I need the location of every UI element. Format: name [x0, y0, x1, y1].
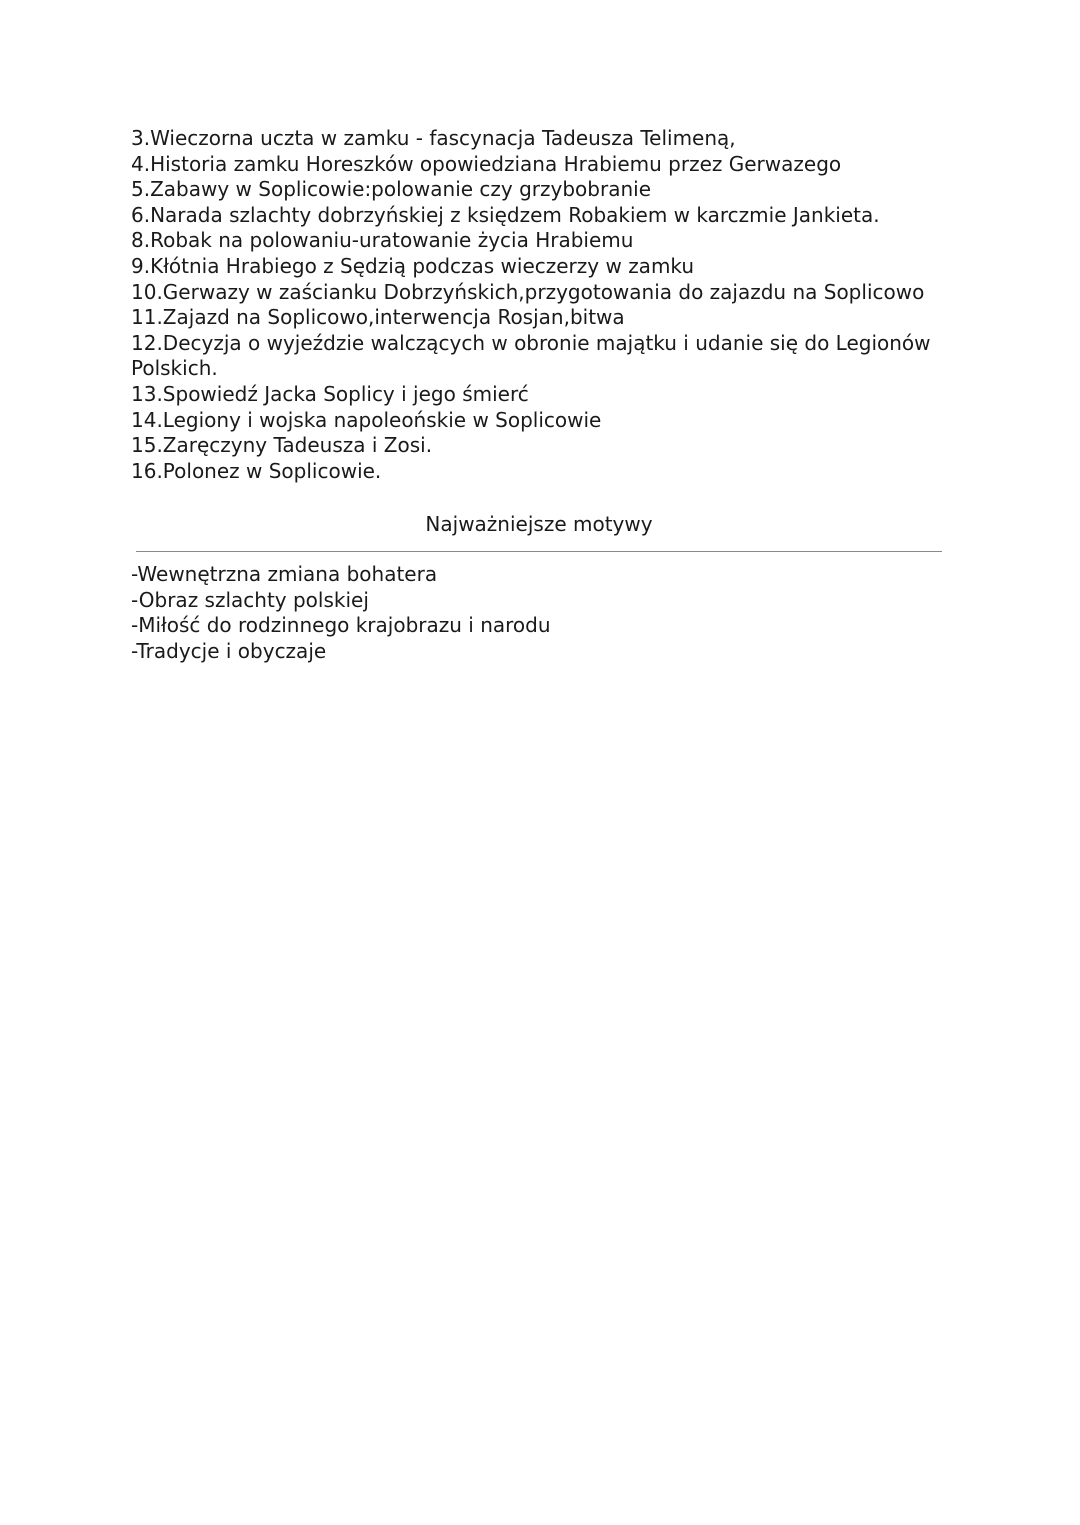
plot-point: 15.Zaręczyny Tadeusza i Zosi.: [131, 433, 433, 458]
plot-point: 4.Historia zamku Horeszków opowiedziana Hrabiemu przez Gerwazego: [131, 151, 842, 176]
motif-item: -Obraz szlachty polskiej: [131, 587, 369, 612]
motifs-section-title: Najważniejsze motywy: [425, 512, 653, 536]
section-divider: [136, 551, 942, 552]
motifs-list: [131, 562, 951, 664]
plot-point: 14.Legiony i wojska napoleońskie w Soplicowie: [131, 407, 602, 432]
plot-point: 13.Spowiedź Jacka Soplicy i jego śmierć: [131, 381, 529, 406]
motif-item: -Wewnętrzna zmiana bohatera: [131, 562, 438, 586]
plot-points-list: [131, 126, 951, 484]
plot-point: 16.Polonez w Soplicowie.: [131, 458, 382, 483]
plot-point: 3.Wieczorna uczta w zamku - fascynacja Tadeusza Telimeną,: [131, 126, 736, 150]
plot-point: 12.Decyzja o wyjeździe walczących w obronie majątku i udanie się do Legionów Polskich.: [131, 330, 931, 381]
plot-point: 8.Robak na polowaniu-uratowanie życia Hrabiemu: [131, 228, 634, 253]
plot-point: 6.Narada szlachty dobrzyńskiej z księdzem Robakiem w karczmie Jankieta.: [131, 202, 880, 227]
plot-point: 9.Kłótnia Hrabiego z Sędzią podczas wieczerzy w zamku: [131, 253, 695, 278]
motif-item: -Miłość do rodzinnego krajobrazu i narodu: [131, 613, 551, 638]
motif-item: -Tradycje i obyczaje: [131, 638, 327, 663]
plot-point: 10.Gerwazy w zaścianku Dobrzyńskich,przygotowania do zajazdu na Soplicowo: [131, 279, 925, 304]
plot-point: 11.Zajazd na Soplicowo,interwencja Rosjan,bitwa: [131, 305, 625, 330]
plot-point: 5.Zabawy w Soplicowie:polowanie czy grzybobranie: [131, 177, 651, 202]
